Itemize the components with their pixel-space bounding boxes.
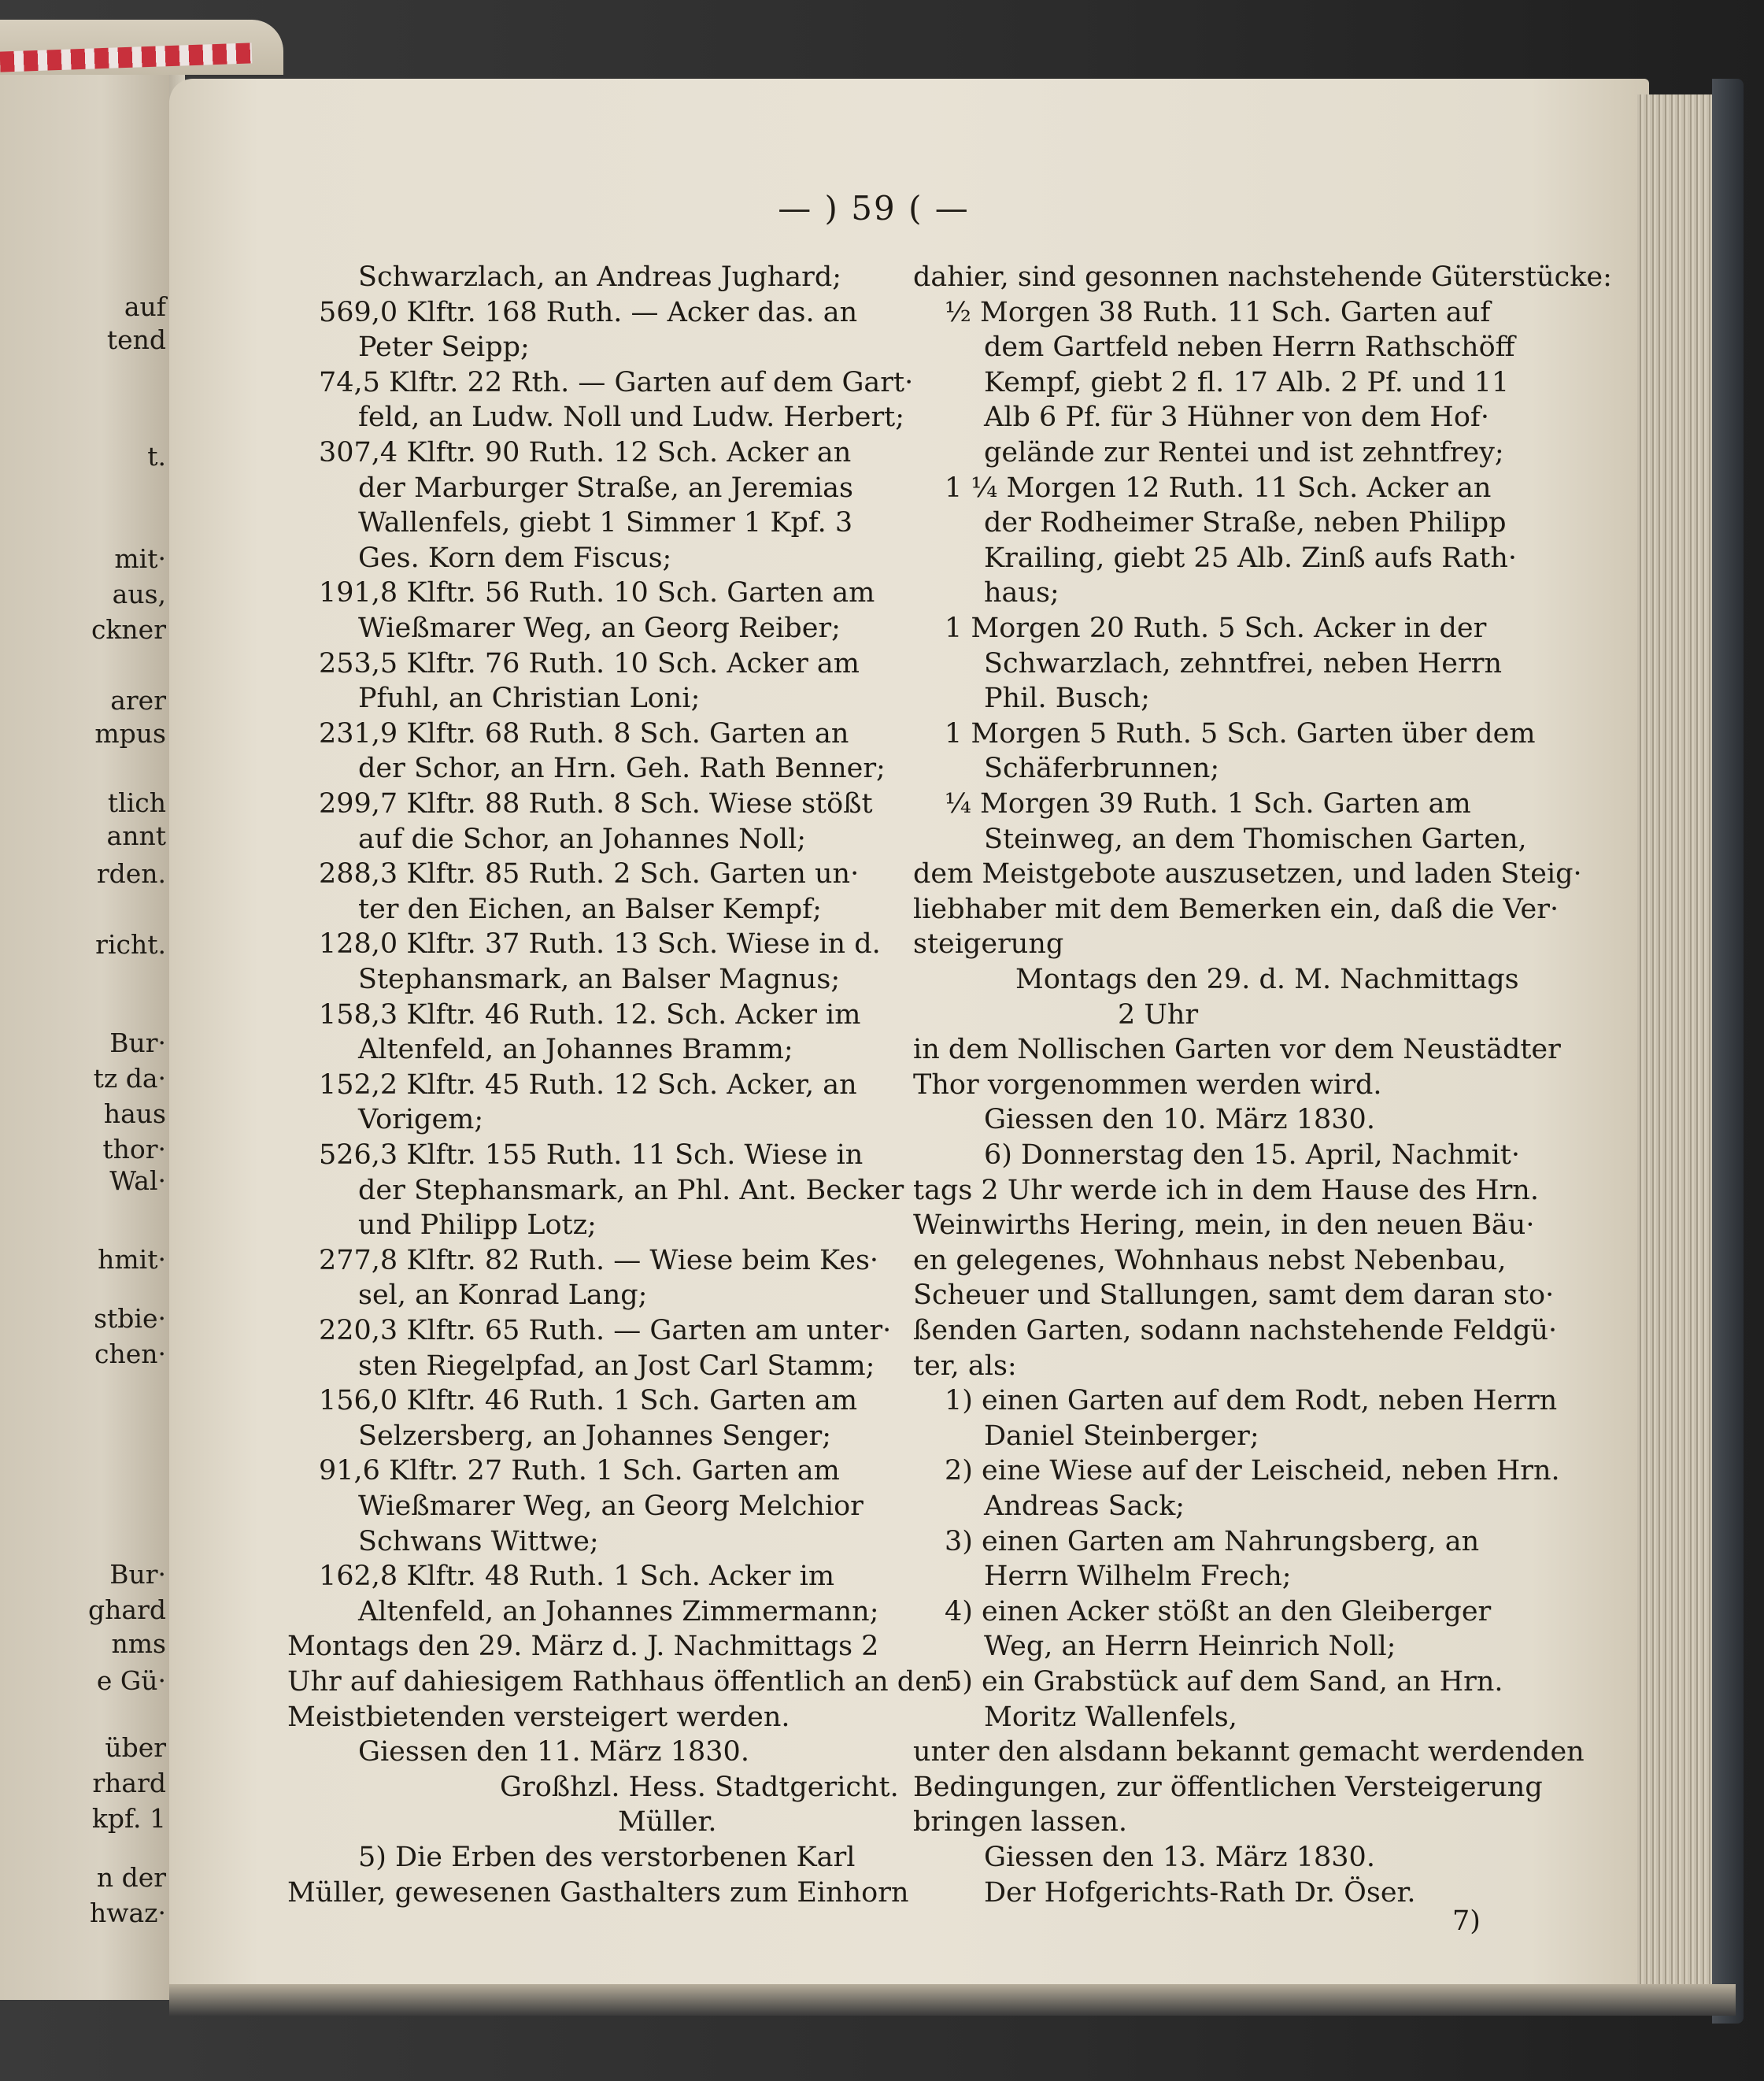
text-line: 191,8 Klftr. 56 Ruth. 10 Sch. Garten am (319, 577, 875, 609)
text-line: tags 2 Uhr werde ich in dem Hause des Hrn. (913, 1174, 1539, 1206)
left-page-fragment: tlich (107, 787, 166, 818)
left-page-fragment: ghard (88, 1594, 166, 1625)
left-page-fragment: mpus (94, 718, 166, 749)
left-page-fragment: auf (124, 291, 166, 322)
text-line: Schwarzlach, an Andreas Jughard; (358, 261, 842, 293)
text-line: Müller. (618, 1806, 717, 1838)
text-line: 74,5 Klftr. 22 Rth. — Garten auf dem Gart· (319, 366, 914, 398)
left-page-fragment: richt. (95, 929, 166, 960)
left-page-fragment: Bur· (109, 1559, 166, 1590)
text-line: der Stephansmark, an Phl. Ant. Becker (358, 1174, 904, 1206)
text-line: Krailing, giebt 25 Alb. Zinß aufs Rath· (984, 542, 1517, 574)
text-line: Pfuhl, an Christian Loni; (358, 683, 701, 715)
page-number: — ) 59 ( — (778, 189, 970, 228)
text-line: Weinwirths Hering, mein, in den neuen Bäu· (913, 1209, 1535, 1242)
text-line: ter, als: (913, 1350, 1017, 1382)
left-page-fragment: kpf. 1 (91, 1803, 166, 1834)
left-page-fragment: tend (106, 324, 166, 355)
text-line: ¼ Morgen 39 Ruth. 1 Sch. Garten am (945, 788, 1471, 820)
text-line: Altenfeld, an Johannes Zimmermann; (358, 1595, 879, 1627)
text-line: dahier, sind gesonnen nachstehende Güterstücke: (913, 261, 1612, 293)
text-line: feld, an Ludw. Noll und Ludw. Herbert; (358, 402, 905, 434)
text-line: Vorigem; (358, 1104, 484, 1136)
text-line: liebhaber mit dem Bemerken ein, daß die Ver· (913, 893, 1559, 925)
text-line: Altenfeld, an Johannes Bramm; (358, 1034, 793, 1066)
text-line: Giessen den 11. März 1830. (358, 1736, 749, 1768)
text-line: 253,5 Klftr. 76 Ruth. 10 Sch. Acker am (319, 647, 860, 679)
text-line: Steinweg, an dem Thomischen Garten, (984, 823, 1527, 855)
left-page-fragment: rden. (96, 858, 166, 889)
left-page-fragment: hwaz· (89, 1898, 166, 1928)
text-line: Schwarzlach, zehntfrei, neben Herrn (984, 647, 1502, 679)
left-page-fragment: annt (106, 820, 166, 851)
text-line: bringen lassen. (913, 1806, 1128, 1838)
text-line: 526,3 Klftr. 155 Ruth. 11 Sch. Wiese in (319, 1139, 864, 1171)
text-line: Wießmarer Weg, an Georg Melchior (358, 1490, 864, 1522)
text-line: der Schor, an Hrn. Geh. Rath Benner; (358, 753, 886, 785)
text-line: Wießmarer Weg, an Georg Reiber; (358, 613, 841, 644)
text-line: sel, an Konrad Lang; (358, 1279, 648, 1312)
text-line: 91,6 Klftr. 27 Ruth. 1 Sch. Garten am (319, 1455, 840, 1487)
left-page-fragment: über (105, 1732, 166, 1763)
text-line: gelände zur Rentei und ist zehntfrey; (984, 437, 1504, 468)
text-line: Bedingungen, zur öffentlichen Versteigerung (913, 1771, 1543, 1803)
text-line: Ges. Korn dem Fiscus; (358, 542, 672, 574)
page-stack-edge (1637, 94, 1720, 2000)
text-line: 569,0 Klftr. 168 Ruth. — Acker das. an (319, 296, 858, 328)
text-line: ter den Eichen, an Balser Kempf; (358, 893, 822, 925)
text-line: Schäferbrunnen; (984, 753, 1220, 785)
text-line: Der Hofgerichts-Rath Dr. Öser. (984, 1876, 1416, 1909)
text-line: sten Riegelpfad, an Jost Carl Stamm; (358, 1350, 875, 1382)
text-line: 2 Uhr (1118, 998, 1199, 1031)
left-page-fragment: t. (147, 441, 166, 472)
text-line: 1) einen Garten auf dem Rodt, neben Herrn (945, 1385, 1558, 1417)
text-line: Selzersberg, an Johannes Senger; (358, 1420, 832, 1452)
text-line: der Marburger Straße, an Jeremias (358, 472, 853, 504)
text-line: Scheuer und Stallungen, samt dem daran sto· (913, 1279, 1555, 1312)
left-page-fragment: mit· (114, 543, 166, 574)
text-line: Müller, gewesenen Gasthalters zum Einhorn (287, 1876, 909, 1909)
text-line: 152,2 Klftr. 45 Ruth. 12 Sch. Acker, an (319, 1068, 857, 1101)
text-line: Weg, an Herrn Heinrich Noll; (984, 1631, 1396, 1663)
book-cover-edge (1712, 79, 1744, 2024)
text-line: Großhzl. Hess. Stadtgericht. (500, 1771, 899, 1803)
text-line: Phil. Busch; (984, 683, 1150, 715)
text-line: 1 Morgen 20 Ruth. 5 Sch. Acker in der (945, 613, 1487, 644)
text-line: unter den alsdann bekannt gemacht werdenden (913, 1736, 1585, 1768)
text-line: 156,0 Klftr. 46 Ruth. 1 Sch. Garten am (319, 1385, 858, 1417)
text-line: 1 Morgen 5 Ruth. 5 Sch. Garten über dem (945, 717, 1536, 750)
text-line: 288,3 Klftr. 85 Ruth. 2 Sch. Garten un· (319, 858, 860, 891)
text-line: Schwans Wittwe; (358, 1525, 599, 1557)
text-line: dem Gartfeld neben Herrn Rathschöff (984, 331, 1515, 364)
left-page-fragment: stbie· (94, 1303, 166, 1334)
left-page-fragment: Bur· (109, 1028, 166, 1058)
text-line: 162,8 Klftr. 48 Ruth. 1 Sch. Acker im (319, 1561, 835, 1593)
text-line: 307,4 Klftr. 90 Ruth. 12 Sch. Acker an (319, 437, 852, 468)
text-line: 6) Donnerstag den 15. April, Nachmit· (984, 1139, 1520, 1171)
text-line: 4) einen Acker stößt an den Gleiberger (945, 1595, 1492, 1627)
text-line: 299,7 Klftr. 88 Ruth. 8 Sch. Wiese stößt (319, 788, 873, 820)
text-line: Wallenfels, giebt 1 Simmer 1 Kpf. 3 (358, 507, 853, 539)
text-line: 5) Die Erben des verstorbenen Karl (358, 1842, 856, 1873)
left-page-fragment: thor· (102, 1134, 166, 1165)
text-line: Thor vorgenommen werden wird. (913, 1068, 1382, 1101)
text-line: Uhr auf dahiesigem Rathhaus öffentlich an den (287, 1666, 949, 1698)
text-line: Meistbietenden versteigert werden. (287, 1701, 790, 1733)
left-page-fragment: n der (96, 1862, 166, 1893)
text-line: der Rodheimer Straße, neben Philipp (984, 507, 1507, 539)
left-page-fragment: chen· (94, 1339, 166, 1369)
text-line: en gelegenes, Wohnhaus nebst Nebenbau, (913, 1244, 1507, 1276)
text-line: auf die Schor, an Johannes Noll; (358, 823, 807, 855)
text-line: 277,8 Klftr. 82 Ruth. — Wiese beim Kes· (319, 1244, 879, 1276)
left-page-fragment: rhard (92, 1768, 166, 1798)
left-page-fragment: arer (110, 685, 166, 716)
text-line: Stephansmark, an Balser Magnus; (358, 964, 841, 995)
text-line: steigerung (913, 928, 1064, 961)
text-line: Moritz Wallenfels, (984, 1701, 1237, 1733)
text-line: Daniel Steinberger; (984, 1420, 1259, 1452)
text-line: ½ Morgen 38 Ruth. 11 Sch. Garten auf (945, 296, 1491, 328)
catchword: 7) (1452, 1905, 1481, 1937)
text-line: und Philipp Lotz; (358, 1209, 597, 1242)
text-line: Alb 6 Pf. für 3 Hühner von dem Hof· (984, 402, 1489, 434)
text-line: Andreas Sack; (984, 1490, 1185, 1522)
text-line: 220,3 Klftr. 65 Ruth. — Garten am unter· (319, 1315, 892, 1346)
text-line: 3) einen Garten am Nahrungsberg, an (945, 1525, 1480, 1557)
text-line: 2) eine Wiese auf der Leischeid, neben Hrn. (945, 1455, 1560, 1487)
left-page-fragment: tz da· (93, 1063, 166, 1094)
text-line: ßenden Garten, sodann nachstehende Feldgü· (913, 1315, 1558, 1346)
left-page-fragment: aus, (112, 579, 166, 609)
left-page-fragment: ckner (91, 614, 166, 645)
text-line: in dem Nollischen Garten vor dem Neustädter (913, 1034, 1561, 1066)
left-page-fragment: Wal· (109, 1165, 166, 1196)
left-page-fragment: e Gü· (96, 1665, 166, 1696)
text-line: 1 ¼ Morgen 12 Ruth. 11 Sch. Acker an (945, 472, 1492, 504)
text-line: haus; (984, 577, 1060, 609)
text-line: dem Meistgebote auszusetzen, und laden Steig· (913, 858, 1582, 891)
text-line: 231,9 Klftr. 68 Ruth. 8 Sch. Garten an (319, 717, 849, 750)
text-line: Montags den 29. d. M. Nachmittags (1015, 964, 1519, 995)
left-page-fragment: hmit· (98, 1244, 166, 1275)
text-line: 158,3 Klftr. 46 Ruth. 12. Sch. Acker im (319, 998, 861, 1031)
text-line: Giessen den 10. März 1830. (984, 1104, 1375, 1136)
left-page-fragment: haus (103, 1098, 166, 1129)
text-line: Montags den 29. März d. J. Nachmittags 2 (287, 1631, 879, 1663)
text-line: Peter Seipp; (358, 331, 530, 364)
text-line: 5) ein Grabstück auf dem Sand, an Hrn. (945, 1666, 1503, 1698)
left-page-fragment: nms (111, 1628, 166, 1659)
text-line: Kempf, giebt 2 fl. 17 Alb. 2 Pf. und 11 (984, 366, 1510, 398)
text-line: Giessen den 13. März 1830. (984, 1842, 1375, 1873)
text-line: Herrn Wilhelm Frech; (984, 1561, 1292, 1593)
bottom-shadow (169, 1984, 1736, 2016)
text-line: 128,0 Klftr. 37 Ruth. 13 Sch. Wiese in d. (319, 928, 881, 961)
